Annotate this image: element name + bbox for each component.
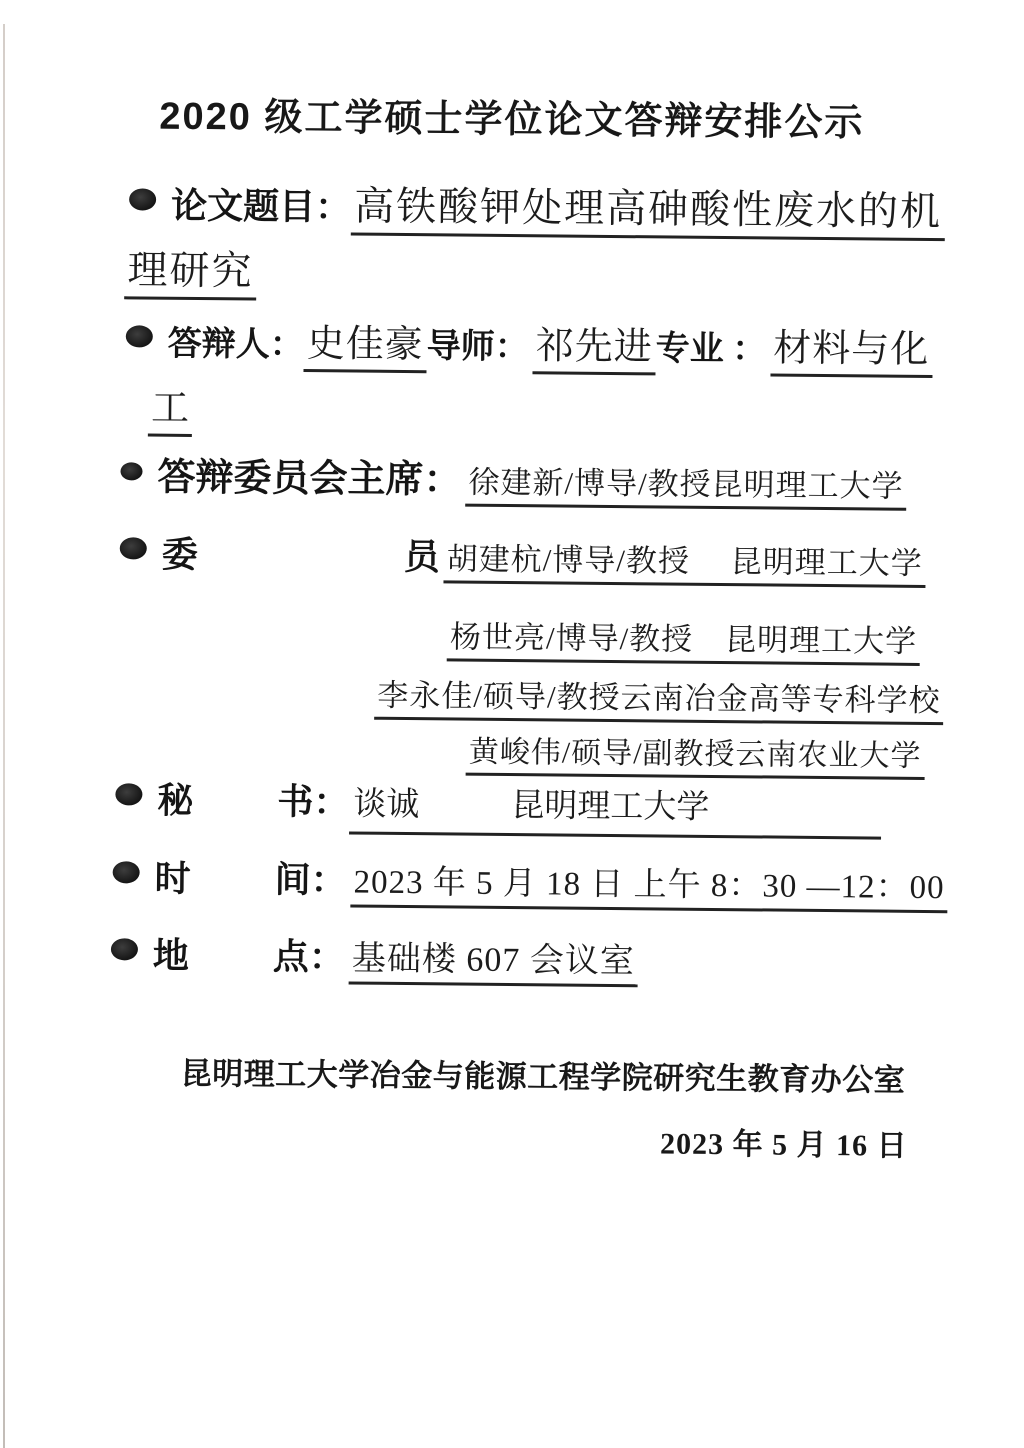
committee-label-wei: 委: [161, 534, 198, 575]
thesis-label: 论文题目：: [170, 185, 352, 227]
location-value: 基础楼 607 会议室: [349, 940, 638, 987]
advisor-label: 导师：: [426, 327, 529, 366]
bullet-icon: [111, 938, 138, 960]
bullet-icon: [115, 783, 142, 805]
thesis-title-line1: 高铁酸钾处理高砷酸性废水的机: [351, 183, 945, 241]
time-label-shi: 时: [154, 858, 191, 899]
chair-label: 答辩委员会主席：: [157, 456, 462, 502]
bullet-icon: [120, 537, 147, 559]
bullet-icon: [113, 861, 140, 883]
bullet-icon: [120, 462, 142, 480]
committee-member-2: 杨世亮/博导/教授 昆明理工大学: [447, 619, 921, 666]
chair-value: 徐建新/博导/教授昆明理工大学: [465, 464, 907, 510]
major-label: 专业 ：: [655, 329, 767, 368]
secretary-fill-line: [349, 784, 881, 839]
committee-member-4: 黄峻伟/硕导/副教授云南农业大学: [466, 735, 925, 779]
secretary-name: 谈诚: [353, 786, 420, 823]
footer-office: 昆明理工大学冶金与能源工程学院研究生教育办公室: [180, 1055, 906, 1098]
time-value: 2023 年 5 月 18 日 上午 8：30 —12：00: [350, 864, 947, 913]
defender-row: [101, 299, 932, 392]
committee-member-1: 胡建杭/博导/教授 昆明理工大学: [443, 541, 925, 588]
thesis-title-line2: 理研究: [124, 247, 256, 300]
bullet-icon: [129, 188, 156, 210]
advisor-name: 祁先进: [532, 325, 655, 375]
spacer: [198, 567, 404, 569]
spacer: [193, 812, 277, 813]
secretary-affiliation: 昆明理工大学: [511, 787, 710, 826]
committee-label-yuan: 员: [403, 536, 440, 577]
location-label-di: 地: [152, 935, 190, 976]
defender-label: 答辩人：: [167, 325, 304, 364]
secretary-label-shu: 书：: [277, 781, 350, 822]
defender-name: 史佳豪: [303, 323, 426, 373]
spacer: [191, 890, 275, 891]
spacer: [189, 967, 273, 968]
committee-row: [95, 513, 926, 604]
committee-member-3: 李永佳/硕导/教授云南冶金高等专科学校: [374, 677, 944, 724]
document-title: 2020 级工学硕士学位论文答辩安排公示: [159, 95, 865, 145]
location-row: [86, 914, 638, 1002]
footer-date: 2023 年 5 月 16 日: [659, 1127, 908, 1163]
time-label-jian: 间：: [274, 859, 347, 900]
spacer: [419, 815, 511, 816]
secretary-label-mi: 秘: [157, 780, 194, 821]
location-label-dian: 点：: [272, 936, 346, 977]
major-value-line1: 材料与化: [770, 327, 932, 378]
bullet-icon: [126, 325, 153, 347]
major-value-line2: 工: [148, 387, 192, 436]
